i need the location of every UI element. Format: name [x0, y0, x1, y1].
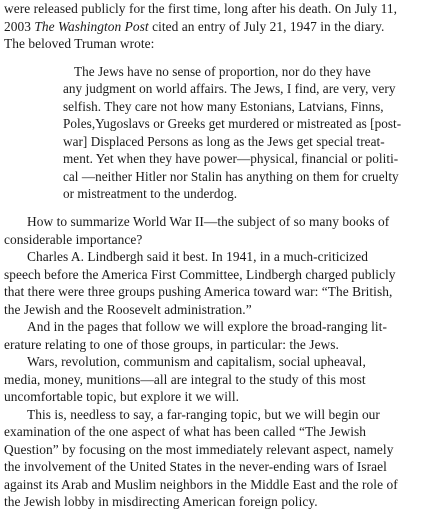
quote-line: war] Displaced Persons as long as the Jews get special treat-: [63, 133, 385, 149]
body-line: Question” by focusing on the most immediately relevant aspect, namely: [4, 441, 394, 457]
quote-line: Poles,Yugoslavs or Greeks get murdered or mistreated as [post-: [63, 116, 402, 132]
intro-text: 2003: [4, 18, 35, 34]
body-line: Wars, revolution, communism and capitalism, social upheaval,: [27, 354, 366, 370]
quote-line: or mistreatment to the underdog.: [63, 186, 238, 202]
body-line: that there were three groups pushing America toward war: “The British,: [4, 284, 393, 300]
quote-line: selfish. They care not how many Estonians, Latvians, Finns,: [63, 98, 384, 114]
body-line: the Jewish and the Roosevelt administration.”: [4, 301, 252, 317]
body-line: against its Arab and Muslim neighbors in the Middle East and the role of: [4, 476, 398, 492]
body-line: Charles A. Lindbergh said it best. In 1941, in a much-criticized: [27, 249, 368, 265]
intro-line: The beloved Truman wrote:: [4, 36, 155, 51]
body-line: uncomfortable topic, but explore it we will.: [4, 389, 239, 405]
body-line: the involvement of the United States in the never-ending wars of Israel: [4, 459, 387, 474]
intro-line: were released publicly for the first time, long after his death. On July 11,: [4, 1, 398, 16]
quote-line: cal —neither Hitler nor Stalin has anything on them for cruelty: [63, 168, 399, 184]
body-line: the Jewish lobby in misdirecting American foreign policy.: [4, 494, 318, 509]
body-line: How to summarize World War II—the subject of so many books of: [27, 214, 390, 230]
body-line: considerable importance?: [4, 231, 143, 247]
body-line: This is, needless to say, a far-ranging topic, but we will begin our: [27, 406, 380, 422]
intro-line: [4, 19, 384, 35]
intro-text: cited an entry of July 21, 1947 in the diary.: [148, 18, 385, 34]
quote-line: ment. Yet when they have power—physical, financial or politi-: [63, 151, 399, 167]
quote-line: The Jews have no sense of proportion, nor do they have: [74, 63, 371, 79]
body-line: erature relating to one of those groups, in particular: the Jews.: [4, 336, 339, 352]
body-line: speech before the America First Committee, Lindbergh charged publicly: [4, 266, 396, 282]
body-line: media, money, munitions—all are integral to the study of this most: [4, 371, 366, 387]
body-line: examination of the one aspect of what has been called “The Jewish: [4, 424, 367, 440]
body-line: And in the pages that follow we will explore the broad-ranging lit-: [27, 319, 387, 335]
quote-line: any judgment on world affairs. The Jews, I find, are very, very: [63, 81, 396, 97]
publication-title: The Washington Post: [34, 18, 149, 34]
